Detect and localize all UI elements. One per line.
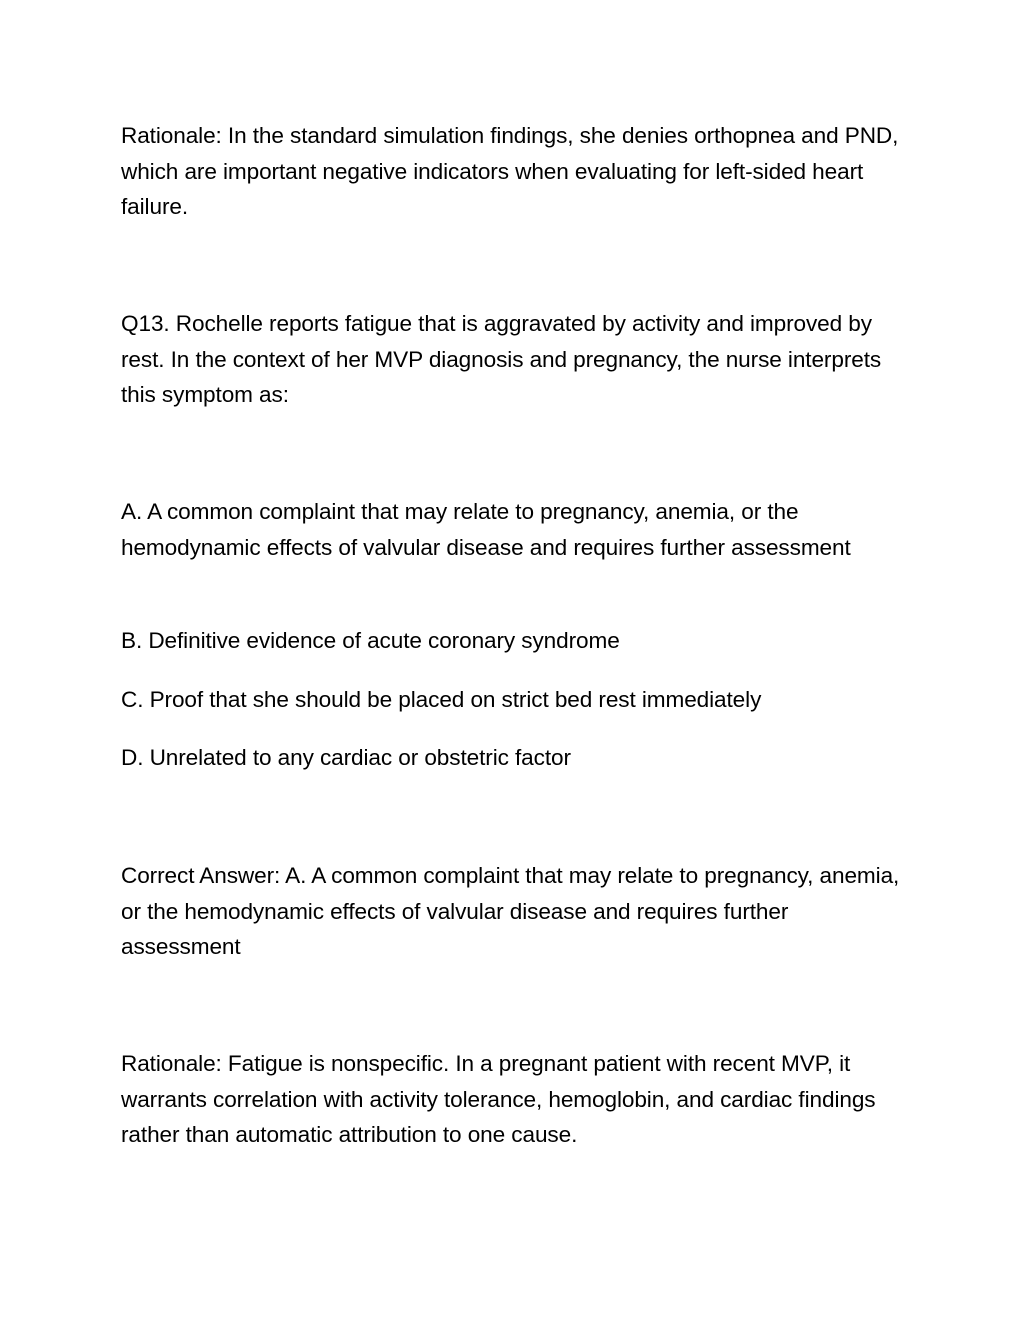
option-c-text: C. Proof that she should be placed on strict bed rest immediately: [121, 687, 762, 712]
question-text: Q13. Rochelle reports fatigue that is aggravated by activity and improved by rest. In the context of her MVP diagnosis and pregnancy, the nurse interprets this symptom as:: [121, 311, 882, 408]
previous-rationale-text: Rationale: In the standard simulation findings, she denies orthopnea and PND, which are important negative indicators when evaluating for left-sided heart failure.: [121, 123, 899, 220]
option-b-text: B. Definitive evidence of acute coronary syndrome: [121, 628, 620, 653]
correct-answer-text: Correct Answer: A. A common complaint that may relate to pregnancy, anemia, or the hemodynamic effects of valvular disease and requires further assessment: [121, 863, 900, 960]
rationale-text: Rationale: Fatigue is nonspecific. In a pregnant patient with recent MVP, it warrants correlation with activity tolerance, hemoglobin, and cardiac findings rather than automatic attribution to one cause.: [121, 1051, 876, 1148]
option-a-text: A. A common complaint that may relate to pregnancy, anemia, or the hemodynamic effects of valvular disease and requires further assessment: [121, 499, 851, 560]
option-d-text: D. Unrelated to any cardiac or obstetric factor: [121, 745, 571, 770]
